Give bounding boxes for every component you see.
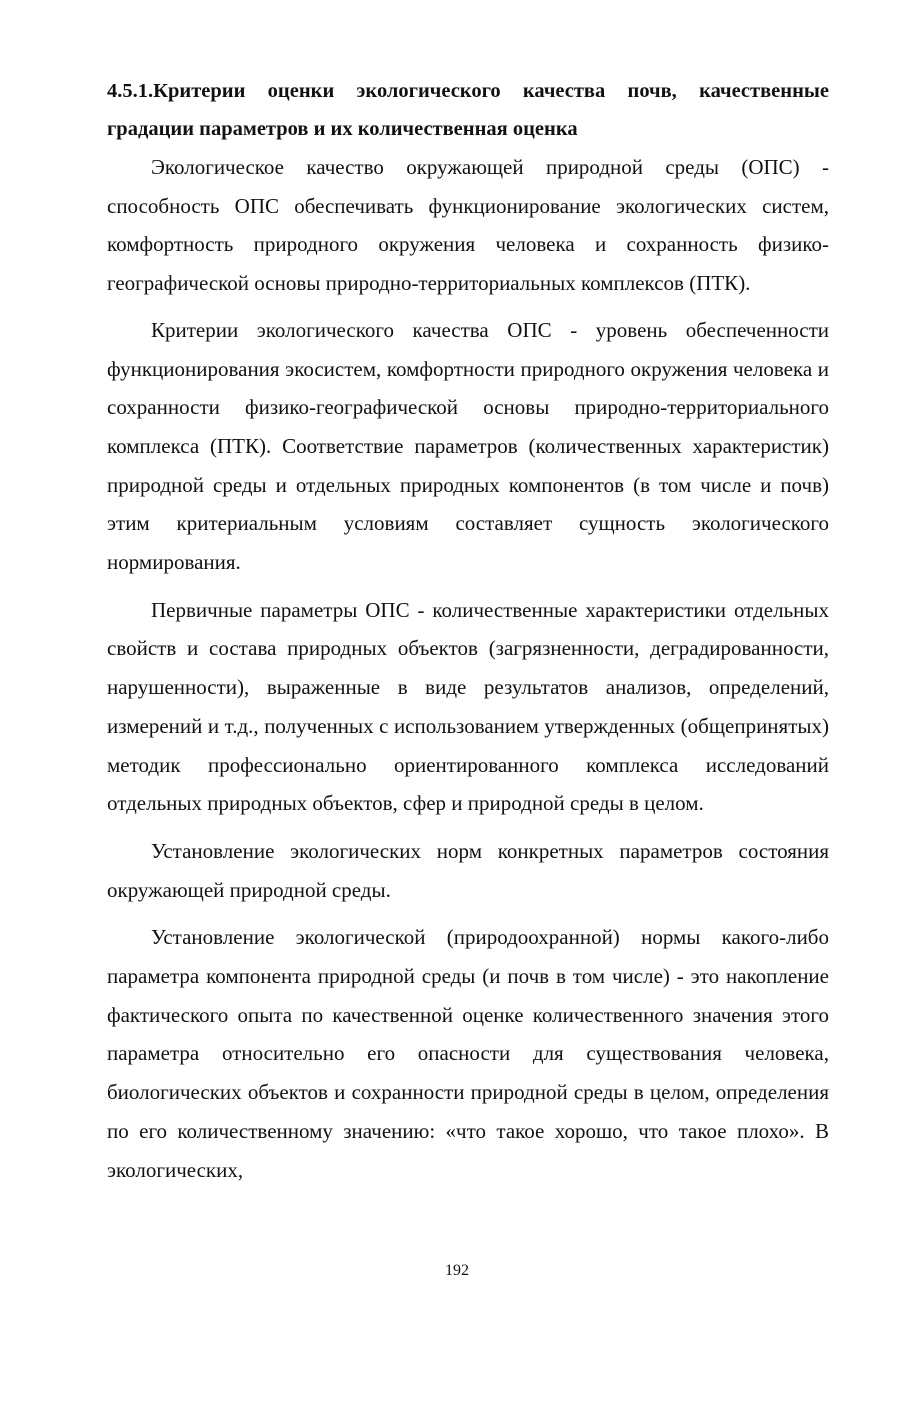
paragraph-norm-establishment: Установление экологической (природоохранной) нормы какого-либо параметра компонента природной среды (и почв в том числе) - это накопление фактического опыта по качественной оценке количественного значения этого параметра относительно его опасности для существования человека, биологических объектов и сохранности природной среды в целом, определения по его количественному значению: «что такое хорошо, что такое плохо». В экологических, [107, 925, 829, 1182]
paragraph-primary-parameters: Первичные параметры ОПС - количественные характеристики отдельных свойств и состава природных объектов (загрязненности, деградированности, нарушенности), выраженные в виде результатов анализов, определений, измерений и т.д., полученных с использованием утвержденных (общепринятых) методик профессионально ориентированного комплекса исследований отдельных природных объектов, сфер и природной среды в целом. [107, 597, 829, 816]
paragraph-quality-criteria: Критерии экологического качества ОПС - уровень обеспеченности функционирования экосистем, комфортности природного окружения человека и сохранности физико-географической основы природно-территориального комплекса (ПТК). Соответствие параметров (количественных характеристик) природной среды и отдельных природных компонентов (в том числе и почв) этим критериальным условиям составляет сущность экологического нормирования. [107, 317, 829, 575]
page-number: 192 [445, 1262, 469, 1279]
paragraph-norms-setting: Установление экологических норм конкретных параметров состояния окружающей природной среды. [107, 838, 829, 902]
section-heading: 4.5.1.Критерии оценки экологического качества почв, качественные градации параметров и их количественная оценка [107, 80, 829, 140]
paragraph-ops-quality-definition: Экологическое качество окружающей природной среды (ОПС) - способность ОПС обеспечивать функционирование экологических систем, комфортность природного окружения человека и сохранность физико-географической основы природно-территориальных комплексов (ПТК). [107, 155, 829, 296]
page-content [107, 72, 829, 1189]
